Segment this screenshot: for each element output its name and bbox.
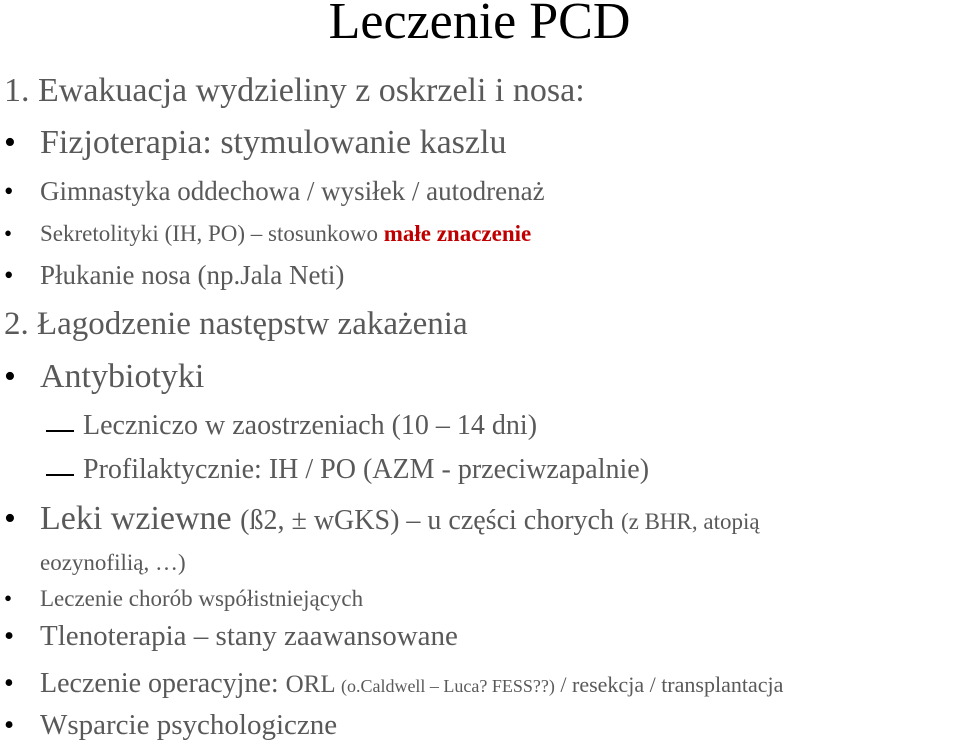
bullet-icon: •	[4, 358, 16, 395]
list-item-text	[40, 668, 783, 700]
section-heading-2	[4, 306, 468, 343]
list-item-text: Gimnastyka oddechowa / wysiłek / autodrenaż	[40, 176, 545, 206]
section-heading-1-text: 1. Ewakuacja wydzieliny z oskrzeli i nosa:	[4, 72, 585, 109]
bullet-icon: •	[4, 124, 16, 161]
list-item-text	[40, 500, 760, 538]
list-item-text-part: ORL	[285, 671, 341, 698]
bullet-icon: •	[4, 260, 14, 290]
list-item-text: Leczenie chorób współistniejących	[40, 586, 364, 611]
section-heading-2-text: 2. Łagodzenie następstw zakażenia	[4, 306, 468, 342]
dash-icon	[46, 474, 74, 476]
bullet-icon: •	[4, 709, 15, 741]
bullet-icon: •	[4, 586, 13, 611]
list-item-text-part: / resekcja / transplantacja	[554, 672, 784, 697]
list-item-text: Płukanie nosa (np.Jala Neti)	[40, 260, 345, 290]
sub-list-item-text: Profilaktycznie: IH / PO (AZM - przeciwzapalnie)	[83, 454, 650, 485]
dash-icon	[46, 430, 74, 432]
bullet-icon: •	[4, 620, 15, 652]
bullet-icon: •	[4, 221, 13, 246]
list-item-continuation	[40, 550, 186, 576]
list-item-text-part: Leki wziewne	[40, 500, 241, 537]
emphasis-text: małe znaczenie	[383, 221, 532, 246]
bullet-icon: •	[4, 176, 14, 206]
list-item-text: eozynofilią, …)	[40, 550, 186, 575]
bullet-icon: •	[4, 500, 16, 537]
list-item-text: Fizjoterapia: stymulowanie kaszlu	[40, 124, 507, 161]
sub-list-item-text: Leczniczo w zaostrzeniach (10 – 14 dni)	[83, 410, 538, 441]
section-heading-1	[4, 72, 585, 110]
list-item-text-part: (ß2, ± wGKS) – u części chorych	[240, 505, 621, 536]
list-item-text: Tlenoterapia – stany zaawansowane	[40, 620, 458, 652]
list-item-text	[40, 221, 531, 247]
list-item-text-part: (z BHR, atopią	[620, 509, 760, 534]
bullet-icon: •	[4, 668, 14, 699]
list-item-text: Antybiotyki	[40, 358, 205, 395]
list-item-text: Wsparcie psychologiczne	[40, 709, 338, 741]
list-item-text-part: Sekretolityki (IH, PO) – stosunkowo	[40, 221, 384, 246]
slide-title: Leczenie PCD	[328, 0, 631, 50]
list-item-text-part: Leczenie operacyjne:	[40, 668, 286, 699]
list-item-text-part: (o.Caldwell – Luca? FESS??)	[340, 676, 555, 696]
